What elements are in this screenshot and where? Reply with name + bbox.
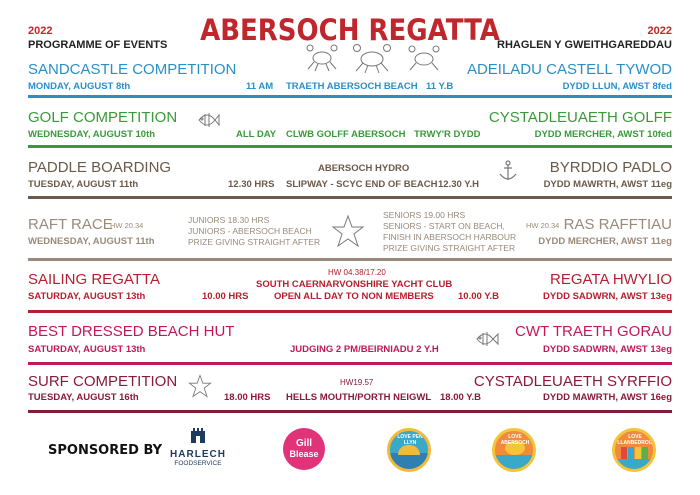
event-time-en: 18.00 HRS — [224, 392, 271, 403]
castle-icon — [190, 426, 206, 444]
event-venue: HELLS MOUTH/PORTH NEIGWL — [286, 392, 432, 403]
event-venue-top: ABERSOCH HYDRO — [318, 163, 410, 174]
event-date-cy: DYDD SADWRN, AWST 13eg — [543, 344, 672, 355]
starfish-icon — [188, 374, 212, 398]
event-hw-en: HW 20.34 — [110, 221, 144, 230]
event-hw: HW 04.38/17.20 — [328, 268, 386, 277]
event-hw-cy: HW 20.34 — [526, 221, 560, 230]
event-venue: SLIPWAY - SCYC END OF BEACH — [286, 179, 438, 190]
event-title-cy: REGATA HWYLIO — [550, 271, 672, 288]
fish-icon — [473, 326, 499, 352]
event-date-cy: DYDD MERCHER, AWST 11eg — [538, 236, 672, 247]
divider — [28, 410, 672, 413]
event-time-cy: 18.00 Y.B — [440, 392, 482, 403]
event-time-en: ALL DAY — [236, 129, 277, 140]
event-title-cy: RAS RAFFTIAU — [563, 216, 672, 233]
event-time-en: 11 AM — [246, 81, 274, 92]
event-venue: JUDGING 2 PM/BEIRNIADU 2 Y.H — [290, 344, 439, 355]
divider — [28, 362, 672, 365]
event-date-cy: DYDD MERCHER, AWST 10fed — [534, 129, 672, 140]
event-title-en: GOLF COMPETITION — [28, 109, 178, 126]
event-time-en: 12.30 HRS — [228, 179, 275, 190]
event-time-cy: 11 Y.B — [426, 81, 454, 92]
love-llanbedrog-badge — [612, 428, 656, 472]
event-row-beach-hut — [28, 318, 672, 364]
event-row-sandcastle — [28, 58, 672, 98]
event-row-surf — [28, 368, 672, 414]
event-venue: CLWB GOLFF ABERSOCH — [286, 129, 406, 140]
header-left-year: 2022 — [28, 25, 53, 37]
event-title-en: BEST DRESSED BEACH HUT — [28, 323, 235, 340]
event-date-cy: DYDD SADWRN, AWST 13eg — [543, 291, 672, 302]
event-date-cy: DYDD MAWRTH, AWST 11eg — [543, 179, 672, 190]
event-title-cy: CWT TRAETH GORAU — [515, 323, 672, 340]
event-title-cy: CYSTADLEUAETH GOLFF — [488, 109, 672, 126]
badge-label: LOVE PEN LLYN — [397, 434, 423, 446]
event-venue-1: SOUTH CAERNARVONSHIRE YACHT CLUB — [256, 279, 453, 290]
seniors-line-1: SENIORS 19.00 HRS — [383, 210, 466, 220]
event-title-en: RAFT RACE — [28, 216, 113, 233]
starfish-icon — [331, 214, 365, 248]
header-left-title: PROGRAMME OF EVENTS — [28, 39, 168, 51]
event-title-cy: BYRDDIO PADLO — [549, 159, 672, 176]
harlech-name: HARLECH — [170, 449, 226, 460]
event-date-en: WEDNESDAY, AUGUST 11th — [28, 236, 155, 247]
header-right-year: 2022 — [647, 25, 672, 37]
juniors-line-3: PRIZE GIVING STRAIGHT AFTER — [188, 237, 321, 247]
event-row-paddle — [28, 156, 672, 201]
event-row-golf — [28, 106, 672, 150]
anchor-icon — [498, 160, 518, 182]
harlech-sub: FOODSERVICE — [174, 460, 222, 467]
divider — [28, 145, 672, 148]
event-venue-2: OPEN ALL DAY TO NON MEMBERS — [274, 291, 434, 302]
love-pen-llyn-badge — [387, 428, 431, 472]
event-row-sailing — [28, 264, 672, 314]
event-date-en: TUESDAY, AUGUST 11th — [28, 179, 139, 190]
divider — [28, 196, 672, 199]
event-date-en: SATURDAY, AUGUST 13th — [28, 344, 146, 355]
gill-blease-logo — [283, 428, 325, 470]
event-date-cy: DYDD LLUN, AWST 8fed — [562, 81, 672, 92]
header-right-title: RHAGLEN Y GWEITHGAREDDAU — [497, 39, 672, 51]
event-time-cy: TRWY'R DYDD — [414, 129, 481, 140]
seniors-line-3: FINISH IN ABERSOCH HARBOUR — [383, 232, 517, 242]
event-time-cy: 12.30 Y.H — [438, 179, 480, 190]
seniors-line-4: PRIZE GIVING STRAIGHT AFTER — [383, 243, 516, 253]
love-abersoch-badge — [492, 428, 536, 472]
sponsored-by-label: SPONSORED BY — [48, 443, 163, 458]
event-title-cy: CYSTADLEUAETH SYRFFIO — [473, 373, 672, 390]
event-date-en: MONDAY, AUGUST 8th — [28, 81, 131, 92]
event-time-cy: 10.00 Y.B — [458, 291, 500, 302]
event-date-cy: DYDD MAWRTH, AWST 16eg — [543, 392, 672, 403]
event-title-en: SANDCASTLE COMPETITION — [28, 61, 237, 78]
event-date-en: WEDNESDAY, AUGUST 10th — [28, 129, 156, 140]
event-venue: TRAETH ABERSOCH BEACH — [286, 81, 418, 92]
event-title-cy: ADEILADU CASTELL TYWOD — [466, 61, 672, 78]
event-time-en: 10.00 HRS — [202, 291, 249, 302]
event-date-en: SATURDAY, AUGUST 13th — [28, 291, 146, 302]
event-title-en: SAILING REGATTA — [28, 271, 160, 288]
event-row-raft — [28, 206, 672, 258]
seniors-line-2: SENIORS - START ON BEACH, — [383, 221, 505, 231]
badge-label: LOVE LLANBEDROG — [617, 434, 653, 446]
page-title: ABERSOCH REGATTA — [200, 14, 500, 48]
harlech-logo — [162, 426, 234, 476]
event-title-en: PADDLE BOARDING — [28, 159, 172, 176]
gill-blease-line-2: Blease — [289, 449, 319, 459]
juniors-line-1: JUNIORS 18.30 HRS — [188, 215, 270, 225]
event-date-en: TUESDAY, AUGUST 16th — [28, 392, 139, 403]
divider — [28, 258, 672, 261]
gill-blease-line-1: Gill — [295, 438, 313, 449]
badge-label: LOVE ABERSOCH — [500, 434, 530, 446]
event-hw: HW19.57 — [340, 378, 374, 387]
fish-icon — [196, 108, 220, 132]
juniors-line-2: JUNIORS - ABERSOCH BEACH — [188, 226, 312, 236]
divider — [28, 310, 672, 313]
divider — [28, 95, 672, 98]
event-title-en: SURF COMPETITION — [28, 373, 178, 390]
